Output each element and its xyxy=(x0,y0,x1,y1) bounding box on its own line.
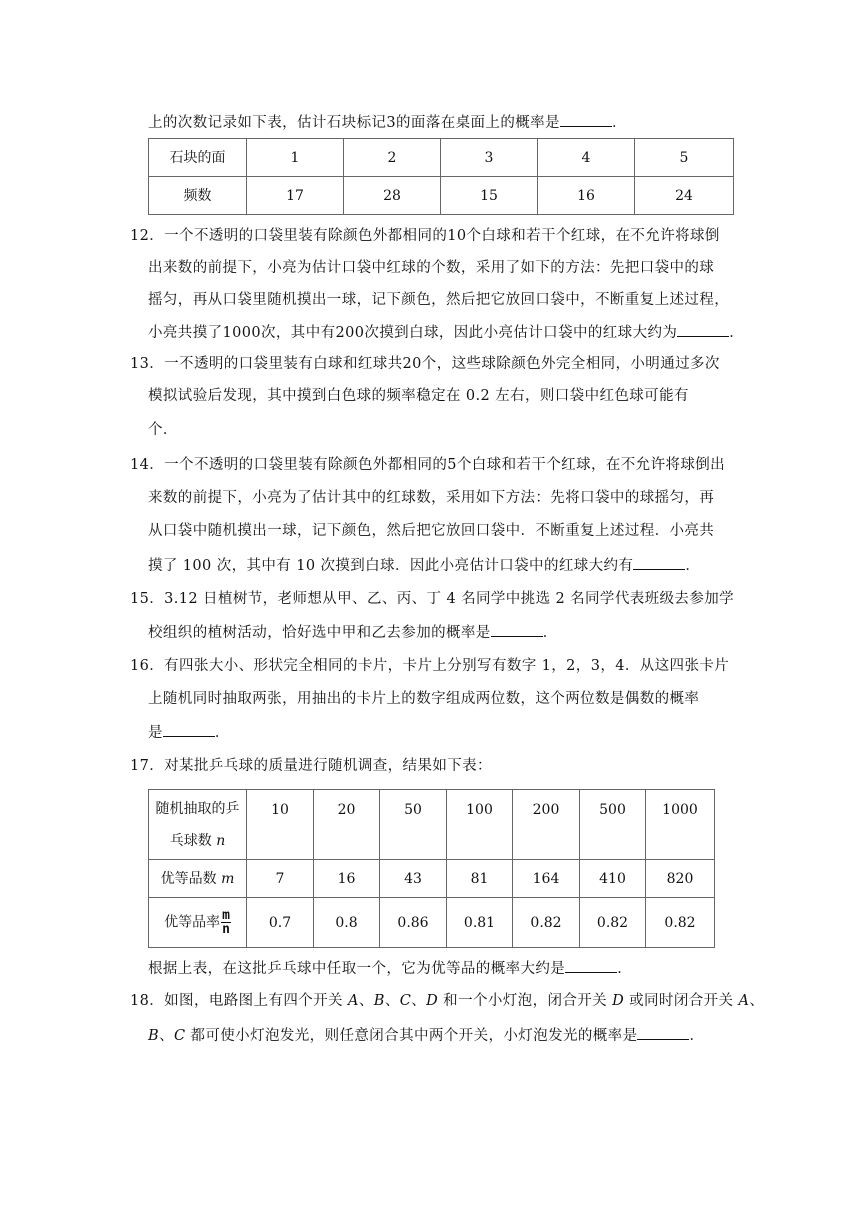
q17-outro: 根据上表，在这批乒乓球中任取一个，它为优等品的概率大约是 ． xyxy=(148,958,632,979)
table-cell: 16 xyxy=(314,860,380,898)
q14-line-3: 从口袋中随机摸出一球，记下颜色，然后把它放回口袋中．不断重复上述过程．小亮共 xyxy=(148,523,715,539)
table-cell: 0.86 xyxy=(380,898,447,948)
q15-line-2: 校组织的植树活动，恰好选中甲和乙去参加的概率是 ． xyxy=(148,622,558,643)
table-row xyxy=(149,790,715,860)
table-cell: 0.82 xyxy=(513,898,580,948)
q12-line-2: 出来数的前提下，小亮为估计口袋中红球的个数，采用了如下的方法：先把口袋中的球 xyxy=(148,260,715,276)
q12-line-3: 摇匀，再从口袋里随机摸出一球，记下颜色，然后把它放回口袋中，不断重复上述过程， xyxy=(148,292,730,308)
q18-line-1: 18．如图，电路图上有四个开关 A、B、C、D 和一个小灯泡，闭合开关 D 或同时闭合开关 A、 xyxy=(130,993,765,1009)
table-cell: 频数 xyxy=(149,177,247,215)
q13-line-1: 13．一不透明的口袋里装有白球和红球共20个，这些球除颜色外完全相同，小明通过多次 xyxy=(130,356,720,372)
table-cell: 2 xyxy=(344,139,441,177)
table-cell: 0.8 xyxy=(314,898,380,948)
q12-line-1: 12．一个不透明的口袋里装有除颜色外都相同的10个白球和若干个红球，在不允许将球倒 xyxy=(130,228,720,244)
q17-intro: 17．对某批乒乓球的质量进行随机调查，结果如下表： xyxy=(130,758,492,774)
table-cell: 3 xyxy=(441,139,538,177)
table-cell: 4 xyxy=(538,139,635,177)
table-cell: 500 xyxy=(580,790,646,860)
q16-line-2: 上随机同时抽取两张，用抽出的卡片上的数字组成两位数，这个两位数是偶数的概率 xyxy=(148,691,700,707)
table-cell: 5 xyxy=(635,139,734,177)
table-cell: 20 xyxy=(314,790,380,860)
table-cell: 28 xyxy=(344,177,441,215)
table-cell: 164 xyxy=(513,860,580,898)
table-cell: 0.82 xyxy=(580,898,646,948)
table-cell: 随机抽取的乒 乓球数 n xyxy=(149,790,247,860)
table-cell: 15 xyxy=(441,177,538,215)
q14-line-1: 14．一个不透明的口袋里装有除颜色外都相同的5个白球和若干个红球，在不允许将球倒出 xyxy=(130,457,726,473)
q11-table xyxy=(148,138,734,215)
table-cell: 7 xyxy=(247,860,314,898)
table-row xyxy=(149,139,734,177)
table-cell: 0.81 xyxy=(447,898,513,948)
q18-line-2: B、C 都可使小灯泡发光，则任意闭合其中两个开关，小灯泡发光的概率是 ． xyxy=(148,1025,704,1046)
table-cell: 24 xyxy=(635,177,734,215)
table-cell: 1 xyxy=(247,139,344,177)
table-cell: 10 xyxy=(247,790,314,860)
q13-line-3: 个． xyxy=(148,422,178,438)
table-row xyxy=(149,177,734,215)
fraction-m-over-n: $\frac{m}{n}$ xyxy=(222,908,230,937)
table-cell: 200 xyxy=(513,790,580,860)
table-cell: 81 xyxy=(447,860,513,898)
table-cell: 优等品数 m xyxy=(149,860,247,898)
q14-answer-blank[interactable] xyxy=(633,555,685,570)
q12-line-4: 小亮共摸了1000次，其中有200次摸到白球，因此小亮估计口袋中的红球大约为 ． xyxy=(148,322,744,343)
table-cell: 820 xyxy=(646,860,715,898)
table-cell: 16 xyxy=(538,177,635,215)
table-cell: 0.82 xyxy=(646,898,715,948)
table-cell: 17 xyxy=(247,177,344,215)
q15-answer-blank[interactable] xyxy=(491,622,543,637)
q14-line-2: 来数的前提下，小亮为了估计其中的红球数，采用如下方法：先将口袋中的球摇匀，再 xyxy=(148,490,715,506)
q16-line-3: 是 ． xyxy=(148,722,230,743)
table-cell: 1000 xyxy=(646,790,715,860)
q13-line-2: 模拟试验后发现，其中摸到白色球的频率稳定在 0.2 左右，则口袋中红色球可能有 xyxy=(148,388,689,404)
table-cell: 优等品率 $\frac{m}{n}$ xyxy=(149,898,247,948)
q15-line-1: 15．3.12 日植树节，老师想从甲、乙、丙、丁 4 名同学中挑选 2 名同学代表班级去参加学 xyxy=(130,591,735,607)
table-cell: 石块的面 xyxy=(149,139,247,177)
q11-answer-blank[interactable] xyxy=(560,112,612,127)
table-row xyxy=(149,898,715,948)
table-cell: 50 xyxy=(380,790,447,860)
table-row xyxy=(149,860,715,898)
q17-answer-blank[interactable] xyxy=(565,958,617,973)
q12-answer-blank[interactable] xyxy=(677,322,729,337)
q14-line-4: 摸了 100 次，其中有 10 次摸到白球．因此小亮估计口袋中的红球大约有 ． xyxy=(148,555,700,576)
q11-text: 上的次数记录如下表，估计石块标记3的面落在桌面上的概率是 ． xyxy=(148,112,627,133)
q16-answer-blank[interactable] xyxy=(163,722,215,737)
table-cell: 0.7 xyxy=(247,898,314,948)
q18-answer-blank[interactable] xyxy=(637,1025,689,1040)
table-cell: 100 xyxy=(447,790,513,860)
q17-table xyxy=(148,789,715,948)
table-cell: 410 xyxy=(580,860,646,898)
table-cell: 43 xyxy=(380,860,447,898)
q16-line-1: 16．有四张大小、形状完全相同的卡片，卡片上分别写有数字 1，2，3，4．从这四张卡片 xyxy=(130,658,730,674)
